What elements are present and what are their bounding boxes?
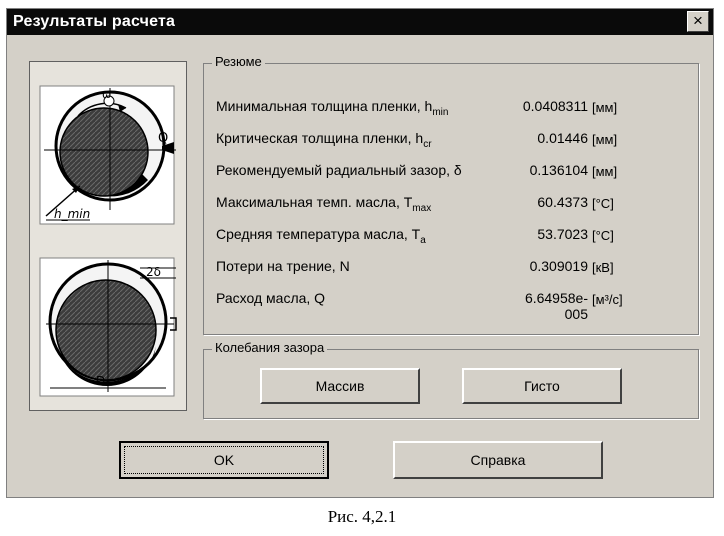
oscillation-legend: Колебания зазора <box>212 340 327 355</box>
ok-button[interactable] <box>119 441 329 479</box>
omega-label: ω <box>102 88 112 101</box>
result-row-critical-film <box>216 130 686 154</box>
result-value: 0.0408311 <box>522 98 588 114</box>
result-unit: [кВ] <box>592 260 614 275</box>
diameter-label: D₁ <box>96 374 111 388</box>
result-value: 60.4373 <box>537 194 588 210</box>
gap-label: 2δ <box>146 265 161 279</box>
result-label: Средняя температура масла, T <box>216 226 421 242</box>
result-row-radial-gap <box>216 162 686 186</box>
result-unit: [мм] <box>592 132 618 147</box>
dialog-title: Результаты расчета <box>13 13 176 30</box>
close-icon: × <box>693 11 703 30</box>
result-sub: a <box>420 234 426 246</box>
result-label: Максимальная темп. масла, T <box>216 194 413 210</box>
result-sub: max <box>412 202 432 214</box>
result-unit: [м³/с] <box>592 292 623 307</box>
summary-group <box>203 54 699 335</box>
help-button[interactable]: Справка <box>393 441 603 479</box>
results-dialog <box>6 8 714 498</box>
result-sub: cr <box>423 138 432 150</box>
result-row-avg-temp <box>216 226 686 250</box>
bearing-figure <box>29 61 187 411</box>
result-sub: min <box>432 106 449 118</box>
gap-oscillation-group <box>203 340 699 419</box>
ok-label: OK <box>213 452 235 468</box>
result-label: Рекомендуемый радиальный зазор, δ <box>216 162 462 178</box>
result-unit: [мм] <box>592 164 618 179</box>
load-label: Q <box>158 131 169 146</box>
focus-rect <box>124 446 324 474</box>
figure-caption: Рис. 4,2.1 <box>327 507 397 526</box>
result-label: Расход масла, Q <box>216 290 326 306</box>
summary-legend: Резюме <box>212 54 265 69</box>
title-bar[interactable] <box>7 9 713 35</box>
result-value: 0.136104 <box>529 162 588 178</box>
result-value: 53.7023 <box>537 226 588 242</box>
result-unit: [°C] <box>592 196 614 211</box>
result-row-friction-loss <box>216 258 686 282</box>
result-label: Критическая толщина пленки, h <box>216 130 424 146</box>
histo-button[interactable]: Гисто <box>462 368 622 404</box>
result-label: Минимальная толщина пленки, h <box>216 98 433 114</box>
result-unit: [мм] <box>592 100 618 115</box>
result-value: 0.01446 <box>537 130 588 146</box>
result-row-min-film <box>216 98 686 122</box>
close-button[interactable] <box>687 11 709 32</box>
massive-button[interactable]: Массив <box>260 368 420 404</box>
result-label: Потери на трение, N <box>216 258 350 274</box>
hmin-label: h_min <box>54 207 91 221</box>
result-unit: [°C] <box>592 228 614 243</box>
result-value: 6.64958e-005 <box>524 290 588 322</box>
bearing-diagram-icon <box>30 62 186 410</box>
result-row-oil-flow <box>216 290 686 322</box>
result-row-max-temp <box>216 194 686 218</box>
result-value: 0.309019 <box>529 258 588 274</box>
